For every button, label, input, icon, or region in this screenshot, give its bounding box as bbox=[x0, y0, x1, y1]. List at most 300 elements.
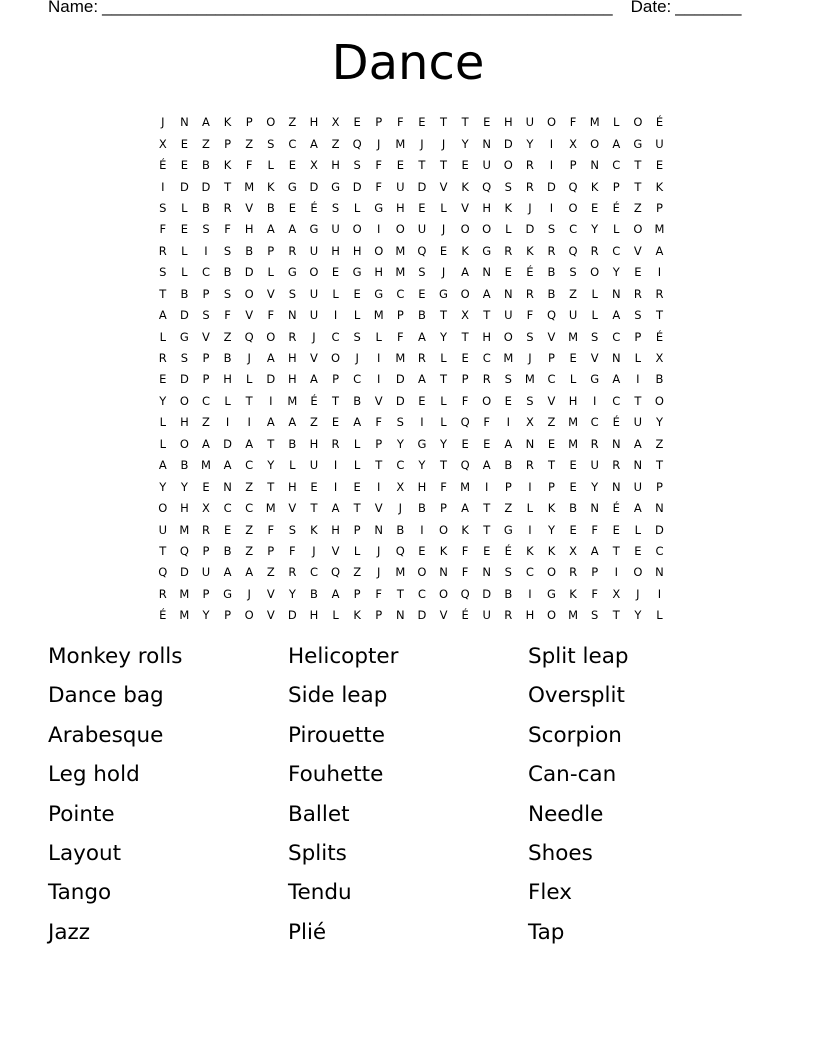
grid-letter: L bbox=[440, 351, 447, 366]
grid-letter: S bbox=[418, 265, 426, 280]
grid-letter: P bbox=[591, 565, 599, 580]
grid-letter: D bbox=[482, 586, 492, 601]
grid-letter: D bbox=[179, 372, 189, 387]
grid-letter: C bbox=[612, 158, 621, 173]
grid-letter: C bbox=[201, 265, 210, 280]
grid-letter: N bbox=[288, 308, 297, 323]
grid-letter: Z bbox=[353, 565, 362, 580]
grid-letter: F bbox=[267, 522, 275, 537]
grid-letter: I bbox=[333, 458, 338, 473]
grid-letter: B bbox=[504, 458, 513, 473]
grid-letter: P bbox=[224, 136, 232, 151]
grid-letter: B bbox=[180, 458, 189, 473]
grid-letter: D bbox=[503, 136, 513, 151]
word-column-2 bbox=[288, 641, 518, 956]
grid-letter: E bbox=[418, 286, 426, 301]
grid-letter: S bbox=[288, 286, 297, 301]
grid-letter: N bbox=[655, 501, 664, 516]
grid-letter: T bbox=[396, 586, 404, 601]
grid-row bbox=[152, 605, 672, 626]
grid-letter: H bbox=[180, 501, 189, 516]
grid-letter: U bbox=[417, 222, 427, 237]
grid-letter: L bbox=[159, 436, 166, 451]
grid-letter: O bbox=[546, 608, 557, 623]
grid-letter: I bbox=[657, 586, 662, 601]
grid-letter: P bbox=[267, 543, 275, 558]
grid-row bbox=[152, 305, 672, 326]
grid-letter: L bbox=[505, 222, 512, 237]
grid-letter: Q bbox=[460, 415, 470, 430]
grid-letter: F bbox=[526, 308, 534, 323]
grid-letter: L bbox=[440, 393, 447, 408]
word-list-item: Dance bag bbox=[48, 683, 164, 709]
grid-letter: I bbox=[657, 265, 662, 280]
grid-letter: A bbox=[158, 458, 167, 473]
grid-row bbox=[152, 498, 672, 519]
grid-letter: N bbox=[482, 265, 491, 280]
grid-letter: F bbox=[591, 522, 598, 537]
grid-letter: C bbox=[245, 501, 254, 516]
grid-letter: K bbox=[223, 115, 232, 130]
grid-letter: D bbox=[179, 308, 189, 323]
grid-letter: P bbox=[612, 179, 620, 194]
grid-letter: T bbox=[332, 393, 340, 408]
grid-letter: P bbox=[548, 351, 555, 366]
word-list-item: Split leap bbox=[528, 644, 629, 669]
word-list-item: Ballet bbox=[288, 801, 350, 827]
grid-letter: B bbox=[223, 351, 232, 366]
grid-letter: P bbox=[332, 372, 340, 387]
grid-letter: U bbox=[655, 136, 664, 151]
grid-letter: C bbox=[396, 458, 405, 473]
grid-letter: I bbox=[333, 479, 338, 494]
grid-letter: D bbox=[287, 608, 297, 623]
grid-letter: É bbox=[526, 265, 534, 280]
grid-letter: V bbox=[245, 200, 254, 215]
grid-letter: U bbox=[482, 158, 491, 173]
grid-letter: P bbox=[569, 158, 577, 173]
grid-letter: Y bbox=[461, 136, 469, 151]
grid-letter: S bbox=[331, 200, 340, 215]
grid-letter: F bbox=[375, 415, 383, 430]
grid-letter: L bbox=[267, 265, 274, 280]
grid-letter: U bbox=[396, 179, 405, 194]
grid-letter: N bbox=[590, 501, 599, 516]
grid-letter: H bbox=[568, 393, 578, 408]
grid-letter: C bbox=[223, 501, 232, 516]
grid-letter: N bbox=[633, 458, 643, 473]
grid-letter: S bbox=[547, 222, 556, 237]
grid-letter: L bbox=[353, 543, 361, 558]
grid-letter: F bbox=[289, 543, 296, 558]
grid-letter: Y bbox=[591, 222, 599, 237]
grid-letter: S bbox=[353, 329, 361, 344]
grid-letter: Z bbox=[569, 286, 578, 301]
grid-letter: K bbox=[655, 179, 664, 194]
grid-letter: C bbox=[353, 372, 362, 387]
grid-letter: L bbox=[332, 286, 339, 301]
grid-letter: L bbox=[289, 458, 296, 473]
grid-letter: E bbox=[483, 543, 491, 558]
grid-letter: B bbox=[547, 286, 556, 301]
grid-letter: E bbox=[634, 265, 642, 280]
grid-letter: G bbox=[482, 243, 492, 258]
grid-letter: J bbox=[247, 351, 251, 366]
grid-letter: M bbox=[568, 436, 579, 451]
grid-letter: S bbox=[504, 565, 512, 580]
grid-letter: Q bbox=[568, 243, 578, 258]
grid-letter: F bbox=[375, 179, 383, 194]
grid-row bbox=[152, 284, 672, 305]
word-list-item: Tap bbox=[528, 919, 565, 945]
grid-letter: M bbox=[395, 243, 406, 258]
grid-letter: S bbox=[353, 158, 361, 173]
grid-letter: M bbox=[179, 522, 190, 537]
grid-letter: I bbox=[420, 522, 424, 537]
grid-letter: D bbox=[395, 372, 405, 387]
grid-letter: L bbox=[267, 158, 274, 173]
grid-letter: V bbox=[266, 608, 275, 623]
grid-letter: P bbox=[224, 608, 232, 623]
grid-letter: U bbox=[331, 222, 340, 237]
grid-letter: A bbox=[310, 136, 318, 151]
grid-letter: I bbox=[636, 372, 640, 387]
grid-row bbox=[152, 541, 672, 562]
grid-letter: N bbox=[503, 286, 513, 301]
grid-letter: I bbox=[506, 415, 510, 430]
grid-letter: E bbox=[353, 479, 361, 494]
grid-letter: G bbox=[439, 286, 448, 301]
grid-letter: M bbox=[179, 608, 190, 623]
word-list-item: Leg hold bbox=[48, 762, 140, 788]
grid-letter: D bbox=[179, 565, 189, 580]
grid-letter: L bbox=[245, 372, 253, 387]
grid-letter: Q bbox=[568, 179, 578, 194]
grid-letter: V bbox=[288, 501, 297, 516]
grid-letter: O bbox=[158, 501, 168, 516]
grid-letter: T bbox=[440, 158, 448, 173]
grid-letter: H bbox=[331, 158, 340, 173]
grid-letter: A bbox=[655, 243, 664, 258]
grid-letter: T bbox=[159, 286, 167, 301]
grid-letter: Y bbox=[202, 608, 210, 623]
grid-letter: T bbox=[353, 501, 361, 516]
grid-letter: S bbox=[180, 351, 189, 366]
grid-letter: A bbox=[266, 351, 275, 366]
grid-letter: E bbox=[288, 200, 296, 215]
grid-letter: B bbox=[180, 286, 189, 301]
grid-letter: H bbox=[223, 372, 232, 387]
grid-row bbox=[152, 369, 672, 390]
date-label: Date: bbox=[630, 0, 672, 16]
grid-letter: M bbox=[395, 265, 406, 280]
grid-row bbox=[152, 241, 672, 262]
grid-letter: R bbox=[655, 286, 664, 301]
word-list-item: Pointe bbox=[48, 801, 115, 827]
grid-letter: V bbox=[590, 351, 599, 366]
grid-letter: É bbox=[504, 543, 512, 558]
grid-letter: É bbox=[612, 501, 620, 516]
grid-letter: S bbox=[223, 286, 232, 301]
grid-letter: E bbox=[483, 436, 491, 451]
grid-letter: J bbox=[377, 565, 381, 580]
grid-letter: U bbox=[309, 458, 319, 473]
grid-letter: O bbox=[395, 222, 405, 237]
grid-letter: F bbox=[440, 479, 447, 494]
grid-letter: V bbox=[266, 286, 275, 301]
grid-letter: R bbox=[633, 286, 642, 301]
grid-letter: A bbox=[353, 415, 362, 430]
grid-letter: X bbox=[569, 136, 578, 151]
grid-letter: M bbox=[244, 179, 255, 194]
grid-letter: I bbox=[161, 179, 165, 194]
grid-letter: A bbox=[417, 329, 426, 344]
word-list-item: Fouhette bbox=[288, 762, 384, 788]
grid-letter: Y bbox=[655, 415, 663, 430]
grid-letter: T bbox=[461, 329, 469, 344]
grid-letter: X bbox=[202, 501, 210, 516]
grid-letter: D bbox=[223, 436, 232, 451]
grid-letter: F bbox=[591, 586, 598, 601]
grid-letter: A bbox=[612, 136, 621, 151]
grid-letter: C bbox=[331, 329, 340, 344]
grid-letter: T bbox=[547, 458, 555, 473]
grid-letter: X bbox=[569, 543, 578, 558]
grid-letter: H bbox=[352, 243, 362, 258]
grid-letter: T bbox=[440, 115, 448, 130]
grid-letter: N bbox=[611, 286, 621, 301]
grid-letter: Y bbox=[591, 479, 599, 494]
grid-letter: M bbox=[568, 329, 579, 344]
grid-row bbox=[152, 584, 672, 605]
grid-letter: M bbox=[395, 136, 406, 151]
grid-letter: C bbox=[396, 286, 405, 301]
grid-letter: T bbox=[224, 179, 232, 194]
grid-letter: C bbox=[590, 415, 599, 430]
grid-letter: V bbox=[547, 393, 556, 408]
grid-letter: Z bbox=[245, 522, 254, 537]
grid-letter: C bbox=[612, 393, 621, 408]
grid-letter: D bbox=[309, 179, 319, 194]
grid-letter: T bbox=[375, 458, 383, 473]
grid-letter: B bbox=[547, 265, 556, 280]
grid-letter: T bbox=[655, 458, 663, 473]
grid-letter: Y bbox=[440, 436, 448, 451]
grid-letter: A bbox=[288, 222, 297, 237]
grid-letter: E bbox=[461, 436, 469, 451]
grid-letter: T bbox=[634, 158, 642, 173]
grid-letter: B bbox=[288, 436, 297, 451]
grid-letter: L bbox=[569, 372, 577, 387]
grid-letter: Z bbox=[202, 415, 210, 430]
grid-letter: S bbox=[591, 329, 599, 344]
grid-letter: C bbox=[309, 565, 318, 580]
grid-letter: C bbox=[525, 565, 534, 580]
grid-letter: J bbox=[441, 265, 446, 280]
grid-letter: R bbox=[612, 458, 621, 473]
grid-letter: P bbox=[375, 608, 383, 623]
grid-letter: O bbox=[482, 393, 492, 408]
grid-letter: Q bbox=[546, 308, 557, 323]
grid-letter: M bbox=[524, 372, 535, 387]
grid-letter: G bbox=[503, 522, 513, 537]
grid-letter: S bbox=[526, 329, 534, 344]
grid-letter: K bbox=[504, 200, 513, 215]
grid-letter: H bbox=[374, 265, 384, 280]
grid-letter: T bbox=[267, 436, 275, 451]
grid-row bbox=[152, 519, 672, 540]
grid-letter: E bbox=[634, 543, 642, 558]
grid-letter: F bbox=[224, 222, 231, 237]
grid-letter: F bbox=[461, 565, 469, 580]
grid-letter: S bbox=[159, 200, 167, 215]
grid-letter: P bbox=[202, 372, 210, 387]
grid-letter: É bbox=[655, 115, 664, 130]
grid-letter: Y bbox=[288, 586, 296, 601]
grid-letter: E bbox=[310, 479, 318, 494]
grid-letter: L bbox=[332, 608, 339, 623]
grid-letter: O bbox=[546, 565, 557, 580]
grid-letter: Z bbox=[331, 136, 340, 151]
grid-letter: Y bbox=[547, 522, 555, 537]
grid-letter: K bbox=[461, 522, 469, 537]
grid-letter: F bbox=[224, 308, 231, 323]
grid-letter: C bbox=[417, 586, 426, 601]
word-list-item: Side leap bbox=[288, 683, 388, 709]
grid-letter: X bbox=[396, 479, 405, 494]
grid-row bbox=[152, 434, 672, 455]
grid-letter: G bbox=[352, 265, 362, 280]
grid-letter: T bbox=[634, 179, 642, 194]
grid-letter: L bbox=[634, 522, 642, 537]
grid-letter: R bbox=[288, 329, 297, 344]
grid-letter: P bbox=[655, 200, 663, 215]
grid-letter: O bbox=[244, 608, 254, 623]
grid-letter: V bbox=[547, 329, 556, 344]
grid-letter: E bbox=[655, 158, 664, 173]
grid-letter: O bbox=[352, 222, 362, 237]
grid-letter: V bbox=[331, 543, 340, 558]
grid-letter: P bbox=[655, 479, 663, 494]
word-list-item: Plié bbox=[288, 919, 327, 945]
grid-row bbox=[152, 476, 672, 497]
grid-letter: P bbox=[202, 543, 210, 558]
grid-letter: Q bbox=[460, 458, 470, 473]
grid-letter: E bbox=[569, 479, 577, 494]
grid-letter: E bbox=[461, 158, 469, 173]
grid-letter: G bbox=[590, 372, 600, 387]
grid-row bbox=[152, 176, 672, 197]
grid-letter: I bbox=[377, 222, 381, 237]
grid-letter: O bbox=[633, 115, 643, 130]
grid-letter: M bbox=[373, 308, 384, 323]
grid-letter: Q bbox=[417, 243, 427, 258]
grid-letter: R bbox=[525, 458, 534, 473]
grid-letter: N bbox=[525, 436, 535, 451]
grid-letter: N bbox=[482, 136, 491, 151]
grid-letter: E bbox=[591, 200, 599, 215]
grid-letter: E bbox=[569, 458, 577, 473]
grid-letter: E bbox=[461, 351, 469, 366]
grid-letter: S bbox=[223, 243, 232, 258]
grid-letter: V bbox=[439, 179, 448, 194]
grid-row bbox=[152, 391, 672, 412]
grid-letter: R bbox=[504, 608, 513, 623]
grid-letter: P bbox=[202, 351, 210, 366]
grid-letter: U bbox=[309, 308, 319, 323]
grid-letter: D bbox=[395, 393, 405, 408]
grid-letter: O bbox=[309, 265, 319, 280]
grid-letter: Y bbox=[180, 479, 188, 494]
grid-letter: C bbox=[612, 329, 621, 344]
grid-letter: É bbox=[612, 200, 620, 215]
grid-letter: T bbox=[612, 608, 620, 623]
grid-letter: O bbox=[590, 136, 600, 151]
grid-letter: A bbox=[331, 586, 340, 601]
word-list-item: Needle bbox=[528, 801, 604, 827]
grid-letter: C bbox=[482, 351, 491, 366]
grid-letter: A bbox=[482, 286, 491, 301]
grid-letter: A bbox=[288, 415, 297, 430]
word-list-item: Jazz bbox=[48, 919, 91, 945]
grid-letter: H bbox=[331, 522, 340, 537]
grid-letter: K bbox=[223, 158, 232, 173]
grid-letter: L bbox=[353, 200, 361, 215]
grid-letter: Y bbox=[159, 393, 167, 408]
grid-letter: H bbox=[309, 115, 319, 130]
grid-letter: L bbox=[634, 351, 642, 366]
grid-letter: E bbox=[612, 522, 620, 537]
grid-letter: J bbox=[161, 115, 165, 130]
grid-letter: P bbox=[461, 372, 469, 387]
grid-letter: Q bbox=[244, 329, 254, 344]
grid-letter: C bbox=[201, 393, 210, 408]
grid-letter: J bbox=[528, 351, 532, 366]
grid-letter: I bbox=[614, 565, 618, 580]
grid-letter: L bbox=[440, 415, 447, 430]
grid-letter: Z bbox=[504, 501, 513, 516]
grid-letter: G bbox=[633, 136, 643, 151]
grid-letter: Z bbox=[245, 136, 254, 151]
grid-letter: G bbox=[179, 329, 189, 344]
grid-row bbox=[152, 198, 672, 219]
grid-letter: I bbox=[269, 393, 273, 408]
word-list-item: Scorpion bbox=[528, 722, 622, 748]
grid-letter: O bbox=[438, 522, 449, 537]
grid-letter: E bbox=[202, 479, 210, 494]
grid-letter: E bbox=[180, 158, 189, 173]
grid-letter: É bbox=[461, 608, 469, 623]
grid-letter: O bbox=[654, 393, 664, 408]
grid-letter: V bbox=[245, 308, 254, 323]
grid-letter: Z bbox=[310, 415, 318, 430]
grid-letter: K bbox=[526, 243, 534, 258]
grid-letter: D bbox=[352, 179, 362, 194]
grid-letter: K bbox=[461, 179, 469, 194]
grid-letter: B bbox=[310, 586, 318, 601]
grid-letter: O bbox=[331, 351, 341, 366]
grid-letter: P bbox=[202, 286, 210, 301]
grid-letter: A bbox=[245, 436, 254, 451]
grid-letter: E bbox=[418, 115, 426, 130]
grid-letter: J bbox=[377, 136, 381, 151]
grid-letter: Q bbox=[482, 179, 492, 194]
grid-letter: P bbox=[375, 115, 383, 130]
grid-letter: L bbox=[591, 308, 598, 323]
word-list-item: Arabesque bbox=[48, 722, 164, 748]
word-list-item: Tendu bbox=[288, 880, 352, 906]
grid-letter: S bbox=[591, 608, 599, 623]
